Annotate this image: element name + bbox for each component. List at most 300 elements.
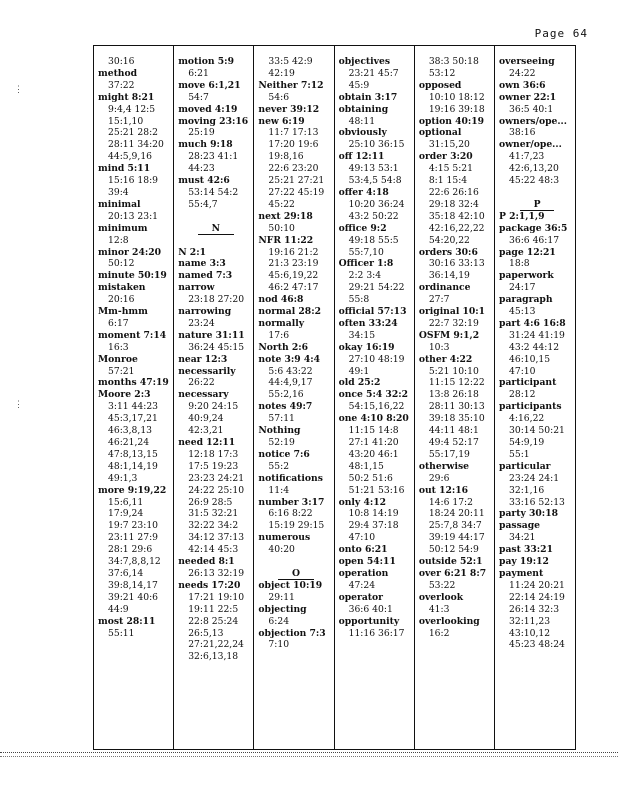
index-citation: 25:10 36:15 [348, 139, 405, 151]
index-citation: 47:10 [509, 365, 536, 377]
index-term: more 9:19,22 [98, 484, 167, 496]
index-term: near 12:3 [178, 353, 228, 365]
index-citation: 45:3,17,21 [108, 413, 158, 425]
index-citation: 45:6,19,22 [268, 270, 319, 282]
index-term: mistaken [98, 282, 146, 294]
index-term: okay 16:19 [338, 341, 395, 353]
index-citation: 36:6 46:17 [509, 234, 560, 246]
index-citation: 21:3 23:19 [268, 258, 319, 270]
index-citation: 17:21 19:10 [188, 591, 245, 603]
index-term: Monroe [98, 353, 138, 365]
index-citation: 46:2 47:17 [268, 282, 319, 294]
index-citation: 17:9,24 [108, 508, 144, 520]
index-term: much 9:18 [178, 139, 233, 151]
index-citation: 55:1 [509, 448, 530, 460]
index-citation: 32:22 34:2 [188, 520, 239, 532]
index-citation: 23:23 24:21 [188, 472, 245, 484]
index-citation: 47:10 [348, 532, 376, 544]
index-column-5 [415, 46, 495, 749]
index-citation: 33:16 52:13 [509, 496, 565, 508]
index-term: often 33:24 [338, 317, 398, 329]
index-term: narrow [178, 282, 215, 294]
index-citation: 34:7,8,8,12 [108, 556, 161, 568]
index-term: Neither 7:12 [258, 79, 324, 91]
index-term: numerous [258, 532, 311, 544]
index-citation: 45:22 [268, 198, 295, 210]
index-citation: 46:10,15 [509, 353, 551, 365]
index-term: normal 28:2 [258, 306, 321, 318]
index-term: most 28:11 [98, 615, 156, 627]
index-citation: 11:16 36:17 [348, 627, 405, 639]
index-term: notice 7:6 [258, 448, 310, 460]
index-citation: 55:7,10 [348, 246, 384, 258]
index-term: needs 17:20 [178, 579, 241, 591]
index-citation: 17:5 19:23 [188, 460, 239, 472]
index-citation: 25:19 [188, 127, 215, 139]
index-term: original 10:1 [418, 306, 486, 318]
index-citation: 17:6 [268, 329, 290, 341]
index-citation: 11:4 [268, 484, 290, 496]
index-citation: 28:1 29:6 [108, 544, 153, 556]
index-citation: 27:21,22,24 [188, 639, 244, 651]
index-citation: 29:6 [428, 472, 450, 484]
index-term: otherwise [418, 460, 469, 472]
index-citation: 19:16 39:18 [428, 103, 485, 115]
index-citation: 31:15,20 [428, 139, 470, 151]
index-citation: 41:3 [428, 603, 450, 615]
margin-mark: ⋮ [14, 400, 23, 410]
index-term: overseeing [499, 56, 555, 67]
index-citation: 8:1 15:4 [428, 175, 468, 187]
index-citation: 22:7 32:19 [428, 317, 479, 329]
index-citation: 15:19 29:15 [268, 520, 325, 532]
index-term: only 4:12 [338, 496, 387, 508]
index-term: overlooking [418, 615, 480, 627]
index-citation: 6:16 8:22 [268, 508, 313, 520]
index-citation: 11:15 14:8 [348, 425, 399, 437]
index-citation: 26:9 28:5 [188, 496, 233, 508]
index-citation: 50:10 [268, 222, 295, 234]
index-term: notifications [258, 472, 323, 484]
index-citation: 48:1,14,19 [108, 460, 158, 472]
index-citation: 4:16,22 [509, 413, 545, 425]
index-citation: 36:24 45:15 [188, 341, 245, 353]
index-term: option 40:19 [418, 115, 485, 127]
index-term: necessary [178, 389, 229, 401]
index-citation: 19:7 23:10 [108, 520, 159, 532]
section-letter-heading [178, 223, 253, 235]
index-citation: 39:18 35:10 [428, 413, 485, 425]
index-citation: 49:1,3 [108, 472, 138, 484]
index-citation: 32:11,23 [509, 615, 551, 627]
index-term: objecting [258, 603, 307, 615]
index-citation: 42:16,22,22 [428, 222, 485, 234]
index-term: Moore 2:3 [98, 389, 151, 401]
index-citation: 7:10 [268, 639, 290, 651]
index-citation: 5:21 10:10 [428, 365, 479, 377]
index-column-3 [254, 46, 334, 749]
index-citation: 31:24 41:19 [509, 329, 565, 341]
index-citation: 9:20 24:15 [188, 401, 239, 413]
index-citation: 54:6 [268, 91, 290, 103]
index-citation: 50:12 54:9 [428, 544, 479, 556]
index-term: obtain 3:17 [338, 91, 398, 103]
index-term: optional [418, 127, 462, 139]
index-term: offer 4:18 [338, 186, 389, 198]
index-citation: 27:10 48:19 [348, 353, 405, 365]
index-term: notes 49:7 [258, 401, 313, 413]
index-citation: 19:16 21:2 [268, 246, 319, 258]
index-citation: 55:2,16 [268, 389, 304, 401]
section-letter: O [278, 568, 314, 580]
index-term: Officer 1:8 [338, 258, 394, 270]
index-term: minimum [98, 222, 148, 234]
index-term: participants [499, 401, 562, 413]
index-citation: 42:19 [268, 67, 295, 79]
index-term: party 30:18 [499, 508, 558, 520]
index-term: ordinance [418, 282, 471, 294]
index-term: obtaining [338, 103, 389, 115]
index-citation: 46:21,24 [108, 437, 150, 448]
index-column-1 [94, 46, 174, 749]
index-term: overlook [418, 591, 464, 603]
index-term: Mm-hmm [98, 306, 148, 318]
index-term: must 42:6 [178, 175, 230, 187]
index-citation: 25:21 28:2 [108, 127, 159, 139]
index-term: note 3:9 4:4 [258, 353, 321, 365]
index-citation: 44:11 48:1 [428, 425, 479, 437]
index-term: own 36:6 [499, 79, 546, 91]
index-citation: 47:24 [348, 579, 376, 591]
index-citation: 17:20 19:6 [268, 139, 319, 151]
index-term: particular [499, 460, 551, 472]
index-citation: 48:11 [348, 115, 376, 127]
index-citation: 54:15,16,22 [348, 401, 405, 413]
index-term: moving 23:16 [178, 115, 249, 127]
index-term: orders 30:6 [418, 246, 478, 258]
index-term: North 2:6 [258, 341, 309, 353]
index-citation: 38:16 [509, 127, 536, 139]
index-citation: 55:11 [108, 627, 135, 639]
index-citation: 27:1 41:20 [348, 437, 399, 448]
index-citation: 26:13 32:19 [188, 567, 245, 579]
section-letter: N [198, 223, 234, 235]
index-term: NFR 11:22 [258, 234, 314, 246]
index-term: off 12:11 [338, 151, 385, 163]
index-citation: 57:11 [268, 413, 295, 425]
index-citation: 19:8,16 [268, 151, 304, 163]
index-citation: 10:3 [428, 341, 450, 353]
index-term: necessarily [178, 365, 236, 377]
index-citation: 20:13 23:1 [108, 210, 159, 222]
index-citation: 40:20 [268, 544, 295, 556]
index-citation: 39:19 44:17 [428, 532, 485, 544]
index-citation: 32:1,16 [509, 484, 545, 496]
index-citation: 12:18 17:3 [188, 448, 239, 460]
index-citation: 32:6,13,18 [188, 651, 239, 663]
index-citation: 13:8 26:18 [428, 389, 479, 401]
index-term: payment [499, 567, 544, 579]
index-citation: 37:22 [108, 79, 135, 91]
index-citation: 39:4 [108, 186, 129, 198]
index-citation: 26:14 32:3 [509, 603, 560, 615]
index-citation: 18:8 [509, 258, 530, 270]
index-term: name 3:3 [178, 258, 226, 270]
index-citation: 46:3,8,13 [108, 425, 153, 437]
index-citation: 45:9 [348, 79, 370, 91]
index-term: obviously [338, 127, 387, 139]
index-citation: 26:5,13 [188, 627, 224, 639]
index-citation: 23:11 27:9 [108, 532, 159, 544]
index-citation: 24:17 [509, 282, 536, 294]
index-citation: 45:13 [509, 306, 536, 318]
index-term: objection 7:3 [258, 627, 326, 639]
index-citation: 45:22 48:3 [509, 175, 560, 187]
index-citation: 28:23 41:1 [188, 151, 239, 163]
index-citation: 6:24 [268, 615, 290, 627]
section-letter-heading [258, 568, 333, 580]
index-citation: 27:22 45:19 [268, 186, 325, 198]
index-term: nod 46:8 [258, 294, 304, 306]
index-term: outside 52:1 [418, 556, 483, 568]
index-citation: 28:12 [509, 389, 536, 401]
index-term: P 2:1,1,9 [499, 210, 545, 222]
index-citation: 43:2 50:22 [348, 210, 399, 222]
index-citation: 10:20 36:24 [348, 198, 405, 210]
index-term: onto 6:21 [338, 544, 388, 556]
index-citation: 22:6 23:20 [268, 163, 319, 175]
index-citation: 25:7,8 34:7 [428, 520, 482, 532]
index-citation: 16:3 [108, 341, 129, 353]
index-citation: 54:20,22 [428, 234, 470, 246]
index-citation: 34:12 37:13 [188, 532, 245, 544]
footer-rule [0, 756, 618, 757]
index-citation: 27:7 [428, 294, 450, 306]
index-citation: 43:10,12 [509, 627, 551, 639]
blank-line [178, 211, 253, 223]
page-number: Page 64 [534, 27, 588, 40]
index-citation: 39:21 40:6 [108, 591, 159, 603]
index-citation: 24:22 25:10 [188, 484, 245, 496]
index-citation: 11:15 12:22 [428, 377, 485, 389]
index-citation: 19:11 22:5 [188, 603, 239, 615]
index-citation: 14:6 17:2 [428, 496, 473, 508]
index-citation: 22:8 25:24 [188, 615, 239, 627]
index-citation: 36:14,19 [428, 270, 470, 282]
index-citation: 29:21 54:22 [348, 282, 405, 294]
index-term: OSFM 9:1,2 [418, 329, 480, 341]
index-citation: 25:21 27:21 [268, 175, 325, 187]
index-citation: 11:24 20:21 [509, 579, 565, 591]
index-citation: 41:7,23 [509, 151, 545, 163]
index-term: past 33:21 [499, 544, 553, 556]
index-term: paragraph [499, 294, 553, 306]
index-term: owners/ope... [499, 115, 567, 127]
index-citation: 49:4 52:17 [428, 437, 479, 448]
index-citation: 23:24 24:1 [509, 472, 560, 484]
index-term: owner 22:1 [499, 91, 557, 103]
index-term: pay 19:12 [499, 556, 549, 568]
index-citation: 49:1 [348, 365, 370, 377]
index-citation: 26:22 [188, 377, 215, 389]
index-term: method [98, 67, 138, 79]
index-term: need 12:11 [178, 437, 236, 448]
index-citation: 38:3 50:18 [428, 56, 479, 67]
index-citation: 35:18 42:10 [428, 210, 485, 222]
index-citation: 42:6,13,20 [509, 163, 559, 175]
index-citation: 4:15 5:21 [428, 163, 473, 175]
index-term: number 3:17 [258, 496, 325, 508]
index-term: participant [499, 377, 557, 389]
index-citation: 49:18 55:5 [348, 234, 399, 246]
index-citation: 54:9,19 [509, 437, 545, 448]
index-citation: 6:21 [188, 67, 209, 79]
section-letter-heading [499, 199, 575, 211]
index-term: motion 5:9 [178, 56, 234, 67]
index-citation: 9:4,4 12:5 [108, 103, 156, 115]
index-citation: 44:5,9,16 [108, 151, 153, 163]
index-citation: 23:21 45:7 [348, 67, 399, 79]
index-term: mind 5:11 [98, 163, 151, 175]
index-term: other 4:22 [418, 353, 473, 365]
index-term: once 5:4 32:2 [338, 389, 409, 401]
blank-line [178, 235, 253, 247]
index-citation: 44:4,9,17 [268, 377, 313, 389]
index-term: opposed [418, 79, 462, 91]
index-citation: 16:2 [428, 627, 450, 639]
index-citation: 11:7 17:13 [268, 127, 319, 139]
index-citation: 36:5 40:1 [509, 103, 554, 115]
index-citation: 53:4,5 54:8 [348, 175, 402, 187]
index-citation: 57:21 [108, 365, 135, 377]
index-column-6 [495, 46, 575, 749]
index-citation: 36:6 40:1 [348, 603, 393, 615]
index-citation: 30:16 33:13 [428, 258, 485, 270]
index-citation: 30:14 50:21 [509, 425, 565, 437]
index-citation: 34:15 [348, 329, 376, 341]
index-citation: 48:1,15 [348, 460, 384, 472]
footer-rule [0, 752, 618, 753]
index-citation: 22:14 24:19 [509, 591, 565, 603]
index-citation: 40:9,24 [188, 413, 224, 425]
index-citation: 18:24 20:11 [428, 508, 485, 520]
index-citation: 37:6,14 [108, 567, 144, 579]
index-citation: 10:10 18:12 [428, 91, 485, 103]
index-table [93, 45, 576, 750]
index-term: order 3:20 [418, 151, 473, 163]
index-term: owner/ope... [499, 139, 562, 151]
index-citation: 55:8 [348, 294, 370, 306]
index-term: next 29:18 [258, 210, 313, 222]
index-term: out 12:16 [418, 484, 469, 496]
index-term: paperwork [499, 270, 554, 282]
index-citation: 5:6 43:22 [268, 365, 313, 377]
index-citation: 29:18 32:4 [428, 198, 479, 210]
index-citation: 10:8 14:19 [348, 508, 399, 520]
index-citation: 29:11 [268, 591, 295, 603]
index-citation: 42:3,21 [188, 425, 224, 437]
index-citation: 55:2 [268, 460, 290, 472]
index-term: package 36:5 [499, 222, 568, 234]
index-citation: 44:23 [188, 163, 215, 175]
index-term: operator [338, 591, 384, 603]
index-column-2 [174, 46, 254, 749]
index-term: passage [499, 520, 540, 532]
index-citation: 28:11 34:20 [108, 139, 164, 151]
index-term: part 4:6 16:8 [499, 317, 566, 329]
index-citation: 20:16 [108, 294, 135, 306]
index-citation: 45:23 48:24 [509, 639, 565, 651]
index-term: new 6:19 [258, 115, 305, 127]
index-citation: 52:19 [268, 437, 295, 448]
index-term: months 47:19 [98, 377, 169, 389]
index-citation: 39:8,14,17 [108, 579, 158, 591]
index-citation: 51:21 53:16 [348, 484, 405, 496]
index-term: opportunity [338, 615, 400, 627]
index-term: minimal [98, 198, 141, 210]
index-citation: 54:7 [188, 91, 209, 103]
index-citation: 53:14 54:2 [188, 186, 239, 198]
index-term: normally [258, 317, 305, 329]
index-citation: 33:5 42:9 [268, 56, 313, 67]
index-citation: 3:11 44:23 [108, 401, 159, 413]
index-term: moved 4:19 [178, 103, 238, 115]
index-term: N 2:1 [178, 246, 206, 258]
index-term: objectives [338, 56, 391, 67]
index-term: office 9:2 [338, 222, 387, 234]
index-citation: 42:14 45:3 [188, 544, 239, 556]
blank-line [258, 556, 333, 568]
blank-line [499, 187, 575, 199]
index-term: minor 24:20 [98, 246, 162, 258]
index-citation: 44:9 [108, 603, 129, 615]
index-term: named 7:3 [178, 270, 233, 282]
index-term: open 54:11 [338, 556, 396, 568]
index-citation: 2:2 3:4 [348, 270, 382, 282]
index-term: over 6:21 8:7 [418, 567, 487, 579]
index-term: page 12:21 [499, 246, 556, 258]
index-citation: 15:16 18:9 [108, 175, 159, 187]
index-citation: 6:17 [108, 317, 129, 329]
index-citation: 34:21 [509, 532, 536, 544]
index-citation: 53:12 [428, 67, 456, 79]
index-term: one 4:10 8:20 [338, 413, 409, 425]
index-term: narrowing [178, 306, 232, 318]
index-term: never 39:12 [258, 103, 320, 115]
index-citation: 55:4,7 [188, 198, 218, 210]
index-term: moment 7:14 [98, 329, 167, 341]
index-term: object 10:19 [258, 579, 323, 591]
index-term: Nothing [258, 425, 301, 437]
index-citation: 50:12 [108, 258, 135, 270]
margin-mark: ⋮ [14, 85, 23, 95]
index-term: old 25:2 [338, 377, 381, 389]
index-term: needed 8:1 [178, 556, 235, 568]
index-citation: 23:24 [188, 317, 215, 329]
index-citation: 47:8,13,15 [108, 448, 158, 460]
index-citation: 12:8 [108, 234, 129, 246]
index-citation: 53:22 [428, 579, 456, 591]
index-citation: 28:11 30:13 [428, 401, 485, 413]
index-citation: 22:6 26:16 [428, 186, 479, 198]
index-citation: 29:4 37:18 [348, 520, 399, 532]
index-citation: 23:18 27:20 [188, 294, 245, 306]
index-citation: 43:20 46:1 [348, 448, 399, 460]
index-column-4 [335, 46, 415, 749]
index-term: might 8:21 [98, 91, 155, 103]
index-citation: 43:2 44:12 [509, 341, 560, 353]
index-citation: 15:1,10 [108, 115, 144, 127]
